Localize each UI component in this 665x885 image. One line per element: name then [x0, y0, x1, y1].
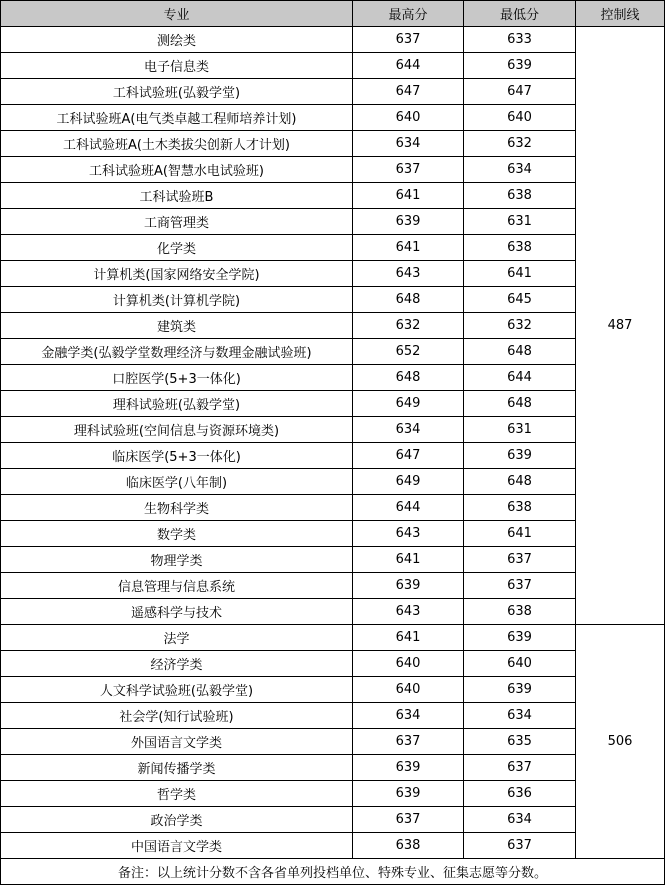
footnote: 备注：以上统计分数不含各省单列投档单位、特殊专业、征集志愿等分数。	[1, 859, 665, 885]
high-score-cell: 639	[353, 755, 464, 781]
high-score-cell: 634	[353, 703, 464, 729]
low-score-cell: 641	[464, 261, 576, 287]
major-cell: 金融学类(弘毅学堂数理经济与数理金融试验班)	[1, 339, 353, 365]
low-score-cell: 648	[464, 339, 576, 365]
high-score-cell: 641	[353, 183, 464, 209]
low-score-cell: 638	[464, 235, 576, 261]
table-row	[1, 547, 665, 573]
table-row	[1, 573, 665, 599]
table-row	[1, 339, 665, 365]
table-row	[1, 313, 665, 339]
major-cell: 哲学类	[1, 781, 353, 807]
high-score-cell: 641	[353, 547, 464, 573]
high-score-cell: 649	[353, 469, 464, 495]
low-score-cell: 640	[464, 651, 576, 677]
major-cell: 工科试验班B	[1, 183, 353, 209]
major-cell: 外国语言文学类	[1, 729, 353, 755]
low-score-cell: 636	[464, 781, 576, 807]
major-cell: 工科试验班A(电气类卓越工程师培养计划)	[1, 105, 353, 131]
table-row	[1, 599, 665, 625]
table-row	[1, 495, 665, 521]
table-row	[1, 781, 665, 807]
high-score-cell: 652	[353, 339, 464, 365]
low-score-cell: 637	[464, 547, 576, 573]
high-score-cell: 640	[353, 651, 464, 677]
arts-control-line-cell: 506	[576, 625, 665, 859]
low-score-cell: 638	[464, 599, 576, 625]
table-row	[1, 287, 665, 313]
header-row	[1, 1, 665, 27]
low-score-cell: 634	[464, 703, 576, 729]
major-cell: 人文科学试验班(弘毅学堂)	[1, 677, 353, 703]
table-row	[1, 443, 665, 469]
low-score-cell: 639	[464, 625, 576, 651]
table-row	[1, 365, 665, 391]
major-cell: 计算机类(国家网络安全学院)	[1, 261, 353, 287]
table-row	[1, 625, 665, 651]
major-cell: 工科试验班(弘毅学堂)	[1, 79, 353, 105]
low-score-cell: 632	[464, 313, 576, 339]
table-row	[1, 235, 665, 261]
table-row	[1, 833, 665, 859]
low-score-cell: 634	[464, 807, 576, 833]
major-cell: 计算机类(计算机学院)	[1, 287, 353, 313]
high-score-cell: 639	[353, 573, 464, 599]
table-row	[1, 417, 665, 443]
high-score-cell: 648	[353, 365, 464, 391]
major-cell: 工科试验班A(土木类拔尖创新人才计划)	[1, 131, 353, 157]
header-control-line: 控制线	[576, 1, 665, 27]
low-score-cell: 633	[464, 27, 576, 53]
table-row	[1, 79, 665, 105]
table-row	[1, 651, 665, 677]
high-score-cell: 647	[353, 79, 464, 105]
low-score-cell: 632	[464, 131, 576, 157]
table-row	[1, 521, 665, 547]
table-row	[1, 157, 665, 183]
major-cell: 新闻传播学类	[1, 755, 353, 781]
high-score-cell: 638	[353, 833, 464, 859]
table-row	[1, 677, 665, 703]
major-cell: 法学	[1, 625, 353, 651]
high-score-cell: 640	[353, 105, 464, 131]
table-row	[1, 391, 665, 417]
header-low: 最低分	[464, 1, 576, 27]
header-high: 最高分	[353, 1, 464, 27]
low-score-cell: 639	[464, 677, 576, 703]
low-score-cell: 638	[464, 183, 576, 209]
table-row	[1, 807, 665, 833]
low-score-cell: 631	[464, 209, 576, 235]
table-row	[1, 261, 665, 287]
major-cell: 工商管理类	[1, 209, 353, 235]
high-score-cell: 643	[353, 521, 464, 547]
low-score-cell: 645	[464, 287, 576, 313]
table-row	[1, 53, 665, 79]
major-cell: 临床医学(八年制)	[1, 469, 353, 495]
major-cell: 信息管理与信息系统	[1, 573, 353, 599]
major-cell: 建筑类	[1, 313, 353, 339]
table-row	[1, 755, 665, 781]
high-score-cell: 641	[353, 625, 464, 651]
low-score-cell: 634	[464, 157, 576, 183]
high-score-cell: 639	[353, 209, 464, 235]
high-score-cell: 644	[353, 53, 464, 79]
table-row	[1, 729, 665, 755]
major-cell: 物理学类	[1, 547, 353, 573]
table-row	[1, 27, 665, 53]
high-score-cell: 634	[353, 417, 464, 443]
low-score-cell: 638	[464, 495, 576, 521]
high-score-cell: 647	[353, 443, 464, 469]
low-score-cell: 640	[464, 105, 576, 131]
major-cell: 遥感科学与技术	[1, 599, 353, 625]
table-row	[1, 183, 665, 209]
major-cell: 政治学类	[1, 807, 353, 833]
major-cell: 生物科学类	[1, 495, 353, 521]
table-row	[1, 703, 665, 729]
low-score-cell: 644	[464, 365, 576, 391]
high-score-cell: 640	[353, 677, 464, 703]
major-cell: 经济学类	[1, 651, 353, 677]
low-score-cell: 637	[464, 755, 576, 781]
high-score-cell: 641	[353, 235, 464, 261]
major-cell: 工科试验班A(智慧水电试验班)	[1, 157, 353, 183]
table-body	[1, 27, 665, 885]
major-cell: 社会学(知行试验班)	[1, 703, 353, 729]
table-row	[1, 209, 665, 235]
high-score-cell: 643	[353, 599, 464, 625]
major-cell: 数学类	[1, 521, 353, 547]
major-cell: 电子信息类	[1, 53, 353, 79]
low-score-cell: 648	[464, 469, 576, 495]
table-row	[1, 469, 665, 495]
high-score-cell: 637	[353, 807, 464, 833]
table-row	[1, 131, 665, 157]
low-score-cell: 639	[464, 443, 576, 469]
major-cell: 化学类	[1, 235, 353, 261]
major-cell: 临床医学(5+3一体化)	[1, 443, 353, 469]
low-score-cell: 637	[464, 573, 576, 599]
header-major: 专业	[1, 1, 353, 27]
science-control-line-cell: 487	[576, 27, 665, 625]
major-cell: 口腔医学(5+3一体化)	[1, 365, 353, 391]
high-score-cell: 643	[353, 261, 464, 287]
major-cell: 理科试验班(空间信息与资源环境类)	[1, 417, 353, 443]
footnote-row	[1, 859, 665, 885]
high-score-cell: 632	[353, 313, 464, 339]
high-score-cell: 644	[353, 495, 464, 521]
low-score-cell: 637	[464, 833, 576, 859]
high-score-cell: 634	[353, 131, 464, 157]
low-score-cell: 639	[464, 53, 576, 79]
high-score-cell: 637	[353, 729, 464, 755]
low-score-cell: 647	[464, 79, 576, 105]
high-score-cell: 648	[353, 287, 464, 313]
high-score-cell: 649	[353, 391, 464, 417]
high-score-cell: 637	[353, 27, 464, 53]
table-row	[1, 105, 665, 131]
low-score-cell: 641	[464, 521, 576, 547]
high-score-cell: 637	[353, 157, 464, 183]
major-cell: 中国语言文学类	[1, 833, 353, 859]
low-score-cell: 635	[464, 729, 576, 755]
high-score-cell: 639	[353, 781, 464, 807]
major-cell: 测绘类	[1, 27, 353, 53]
low-score-cell: 648	[464, 391, 576, 417]
low-score-cell: 631	[464, 417, 576, 443]
major-cell: 理科试验班(弘毅学堂)	[1, 391, 353, 417]
